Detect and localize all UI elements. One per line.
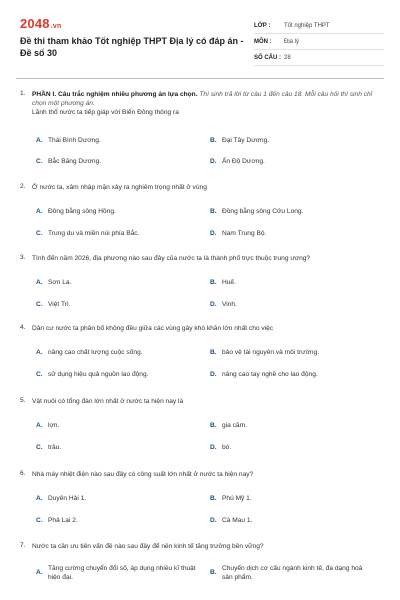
- option-letter: B.: [210, 208, 217, 215]
- option-letter: B.: [210, 349, 217, 356]
- option-text: Sơn La.: [48, 279, 72, 286]
- option-text: lợn.: [48, 422, 60, 429]
- question-text: Vật nuôi có tổng đàn lớn nhất ở nước ta hiện nay là: [32, 398, 184, 405]
- option-text: bò.: [222, 444, 232, 451]
- option-text: Thái Bình Dương.: [48, 137, 101, 144]
- option-text: Đồng bằng sông Hồng.: [48, 208, 116, 215]
- option-letter: D.: [210, 301, 217, 308]
- meta-subject-value: Địa lý: [284, 38, 300, 45]
- option-text: nâng cao tay nghề cho lao động.: [222, 371, 318, 378]
- option-text: Phả Lại 2.: [48, 517, 78, 524]
- option-letter: D.: [210, 158, 217, 165]
- option-letter: B.: [210, 279, 217, 286]
- option-letter: C.: [36, 230, 43, 237]
- option-text: Đồng bằng sông Cửu Long.: [222, 208, 304, 215]
- option-letter: B.: [210, 137, 217, 144]
- meta-class-label: LỚP :: [254, 22, 271, 29]
- option-text: sử dụng hiệu quả nguồn lao động.: [48, 371, 149, 378]
- option-letter: A.: [36, 569, 43, 576]
- option-text: Bắc Băng Dương.: [48, 158, 102, 165]
- option-text: Tăng cường chuyển đổi số, áp dụng nhiều kĩ thuật hiện đại.: [48, 565, 196, 581]
- exam-meta: [254, 18, 384, 66]
- question-number: 4.: [20, 324, 26, 331]
- option-text: Huế.: [222, 279, 236, 286]
- option-letter: A.: [36, 208, 43, 215]
- question-text: Tính đến năm 2026, địa phương nào sau đây của nước ta là thành phố trực thuộc trung ương?: [32, 255, 311, 262]
- option-letter: C.: [36, 371, 43, 378]
- option-text: bảo vệ tài nguyên và môi trường.: [222, 349, 320, 356]
- option-text: Việt Trì.: [48, 301, 71, 308]
- option-text: trâu.: [48, 444, 62, 451]
- meta-class-row: [254, 18, 384, 34]
- question-number: 3.: [20, 254, 26, 261]
- option-text: Đại Tây Dương.: [222, 137, 270, 144]
- option-text: gia cầm.: [222, 422, 247, 429]
- option-text: Chuyển dịch cơ cấu ngành kinh tế, đa dạng hoá sản phẩm.: [222, 565, 363, 581]
- meta-count-row: [254, 50, 384, 66]
- option-text: Ấn Độ Dương.: [222, 158, 265, 165]
- part-heading: PHẦN I. Câu trắc nghiệm nhiều phương án lựa chọn.: [32, 91, 198, 98]
- option-letter: B.: [210, 569, 217, 576]
- option-letter: A.: [36, 137, 43, 144]
- option-letter: A.: [36, 279, 43, 286]
- logo-text: 2048: [20, 16, 50, 31]
- option-letter: B.: [210, 495, 217, 502]
- exam-title: Đề thi tham khảo Tốt nghiệp THPT Địa lý có đáp án - Đề số 30: [20, 36, 244, 58]
- question-number: 6.: [20, 470, 26, 477]
- meta-subject-row: [254, 34, 384, 50]
- meta-subject-label: MÔN :: [254, 38, 272, 45]
- question-text: Lãnh thổ nước ta tiếp giáp với Biển Đông thông ra: [32, 109, 179, 116]
- question-number: 7.: [20, 542, 26, 549]
- option-text: Duyên Hải 1.: [48, 495, 87, 502]
- part-instruction: Thí sinh trả lời từ câu 1 đến câu 18. Mỗi câu hỏi thí sinh chỉ chọn một phương án.: [32, 91, 373, 107]
- option-letter: D.: [210, 517, 217, 524]
- question-text: Nhà máy nhiệt điện nào sau đây có công suất lớn nhất ở nước ta hiện nay?: [32, 471, 254, 478]
- option-text: Trung du và miền núi phía Bắc.: [48, 230, 140, 237]
- option-letter: C.: [36, 158, 43, 165]
- meta-count-value: 28: [284, 54, 291, 61]
- question-text-block: [32, 90, 377, 117]
- option-letter: A.: [36, 495, 43, 502]
- exam-header: [20, 16, 384, 76]
- option-letter: D.: [210, 230, 217, 237]
- option-letter: D.: [210, 371, 217, 378]
- meta-count-label: SỐ CÂU :: [254, 54, 281, 61]
- question-text: Dân cư nước ta phân bố không đều giữa các vùng gây khó khăn lớn nhất cho việc: [32, 325, 274, 332]
- option-text: nâng cao chất lượng cuộc sống.: [48, 349, 143, 356]
- question-number: 5.: [20, 397, 26, 404]
- meta-class-value: Tốt nghiệp THPT: [284, 22, 330, 29]
- header-divider: [16, 78, 384, 79]
- question-number: 1.: [20, 90, 26, 97]
- question-text: Nước ta cần ưu tiên vấn đề nào sau đây để nền kinh tế tăng trưởng bền vững?: [32, 543, 264, 550]
- option-text: Vinh.: [222, 301, 237, 308]
- option-text: Phú Mỹ 1.: [222, 495, 252, 502]
- option-letter: C.: [36, 444, 43, 451]
- option-text: Nam Trung Bộ.: [222, 230, 267, 237]
- option-letter: B.: [210, 422, 217, 429]
- option-letter: A.: [36, 422, 43, 429]
- question-text: Ở nước ta, xâm nhập mặn xảy ra nghiêm trọng nhất ở vùng: [32, 184, 207, 191]
- option-text: Cà Mau 1.: [222, 517, 253, 524]
- logo-suffix: .vn: [50, 23, 62, 30]
- option-letter: C.: [36, 517, 43, 524]
- site-logo[interactable]: [20, 16, 61, 31]
- option-letter: D.: [210, 444, 217, 451]
- option-letter: A.: [36, 349, 43, 356]
- question-number: 2.: [20, 183, 26, 190]
- option-letter: C.: [36, 301, 43, 308]
